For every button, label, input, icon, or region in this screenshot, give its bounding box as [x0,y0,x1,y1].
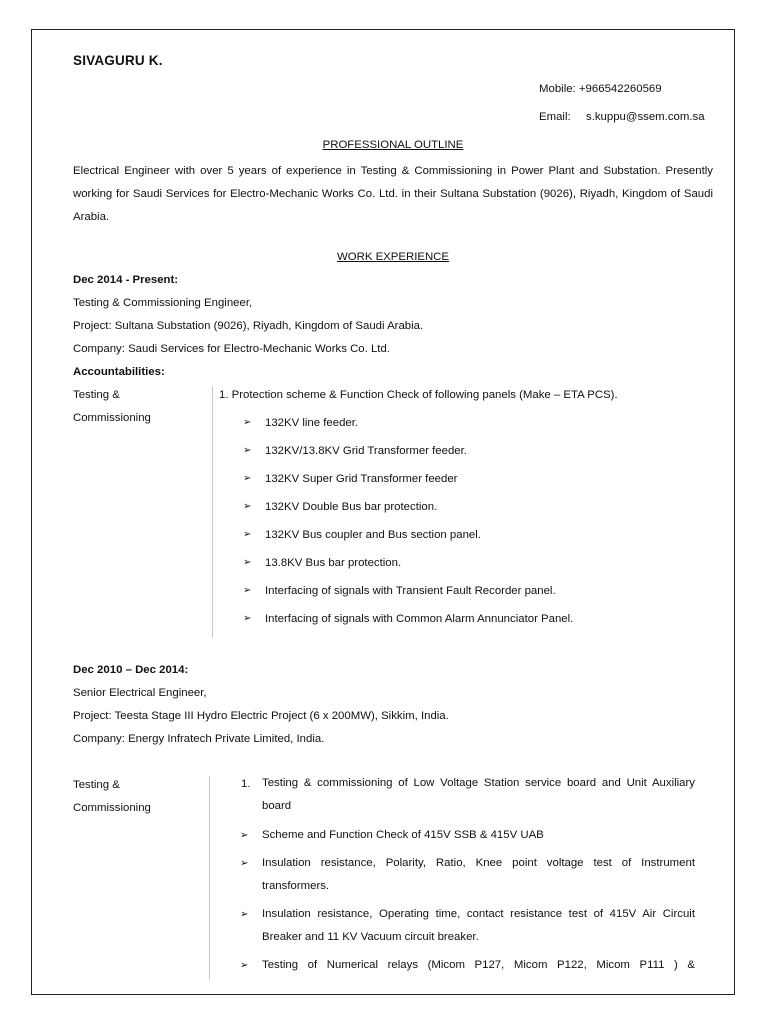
job2-category-line1: Testing & [73,779,120,791]
job1-category-line1: Testing & [73,389,120,401]
job1-bullet-8: Interfacing of signals with Common Alarm Annunciator Panel. [265,613,574,625]
job2-item1: Testing & commissioning of Low Voltage Station service board and Unit Auxiliary board [262,777,695,812]
candidate-name: SIVAGURU K. [73,53,163,68]
email-line [539,109,705,125]
job2-bullet-3: Insulation resistance, Operating time, contact resistance test of 415V Air Circuit Breaker and 11 KV Vacuum circuit breaker. [262,908,695,943]
bullet-icon: ➢ [240,858,249,869]
job2-bullet-4: Testing of Numerical relays (Micom P127, Micom P122, Micom P111 ) & [262,959,695,971]
job1-company: Company: Saudi Services for Electro-Mechanic Works Co. Ltd. [73,343,390,355]
job2-bullet-1: Scheme and Function Check of 415V SSB & 415V UAB [262,829,544,841]
job2-company: Company: Energy Infratech Private Limited, India. [73,733,325,745]
email-label: Email: [539,111,571,123]
bullet-icon: ➢ [243,417,252,428]
job2-project: Project: Teesta Stage III Hydro Electric Project (6 x 200MW), Sikkim, India. [73,710,449,722]
bullet-icon: ➢ [243,529,252,540]
bullet-icon: ➢ [240,960,249,971]
mobile-line [539,81,662,97]
job2-title: Senior Electrical Engineer, [73,687,207,699]
job1-bullet-7: Interfacing of signals with Transient Fault Recorder panel. [265,585,556,597]
job1-title: Testing & Commissioning Engineer, [73,297,253,309]
outline-text: Electrical Engineer with over 5 years of experience in Testing & Commissioning in Power Plant and Substation. Presently working for Saudi Services for Electro-Mechanic Works Co. Ltd. in their Sultana Substation (9026), Riyadh, Kingdom of Saudi Arabia. [73,165,713,223]
job1-project: Project: Sultana Substation (9026), Riyadh, Kingdom of Saudi Arabia. [73,320,424,332]
bullet-icon: ➢ [243,473,252,484]
job1-category-line2: Commissioning [73,412,151,424]
outline-heading: PROFESSIONAL OUTLINE [322,139,464,151]
bullet-icon: ➢ [243,557,252,568]
job1-bullet-3: 132KV Super Grid Transformer feeder [265,473,458,485]
job1-bullet-2: 132KV/13.8KV Grid Transformer feeder. [265,445,467,457]
job1-bullet-1: 132KV line feeder. [265,417,359,429]
bullet-icon: ➢ [243,585,252,596]
email-address[interactable]: s.kuppu@ssem.com.sa [586,111,705,123]
job1-column-divider [212,386,213,638]
bullet-icon: ➢ [240,909,249,920]
job2-item1-number: 1. [241,778,251,790]
job1-bullet-4: 132KV Double Bus bar protection. [265,501,438,513]
job2-period: Dec 2010 – Dec 2014: [73,664,189,676]
job1-period: Dec 2014 - Present: [73,274,179,286]
job2-column-divider [209,776,210,980]
job2-bullet-2: Insulation resistance, Polarity, Ratio, Knee point voltage test of Instrument transformers. [262,857,695,892]
bullet-icon: ➢ [243,501,252,512]
job1-bullet-6: 13.8KV Bus bar protection. [265,557,402,569]
job1-item1: 1. Protection scheme & Function Check of following panels (Make – ETA PCS). [219,389,618,401]
bullet-icon: ➢ [243,445,252,456]
mobile-label: Mobile: [539,83,576,95]
mobile-number: +966542260569 [578,83,662,95]
bullet-icon: ➢ [243,613,252,624]
job1-accountabilities: Accountabilities: [73,366,165,378]
job1-bullet-5: 132KV Bus coupler and Bus section panel. [265,529,481,541]
work-heading: WORK EXPERIENCE [336,251,450,263]
bullet-icon: ➢ [240,830,249,841]
job2-category-line2: Commissioning [73,802,151,814]
